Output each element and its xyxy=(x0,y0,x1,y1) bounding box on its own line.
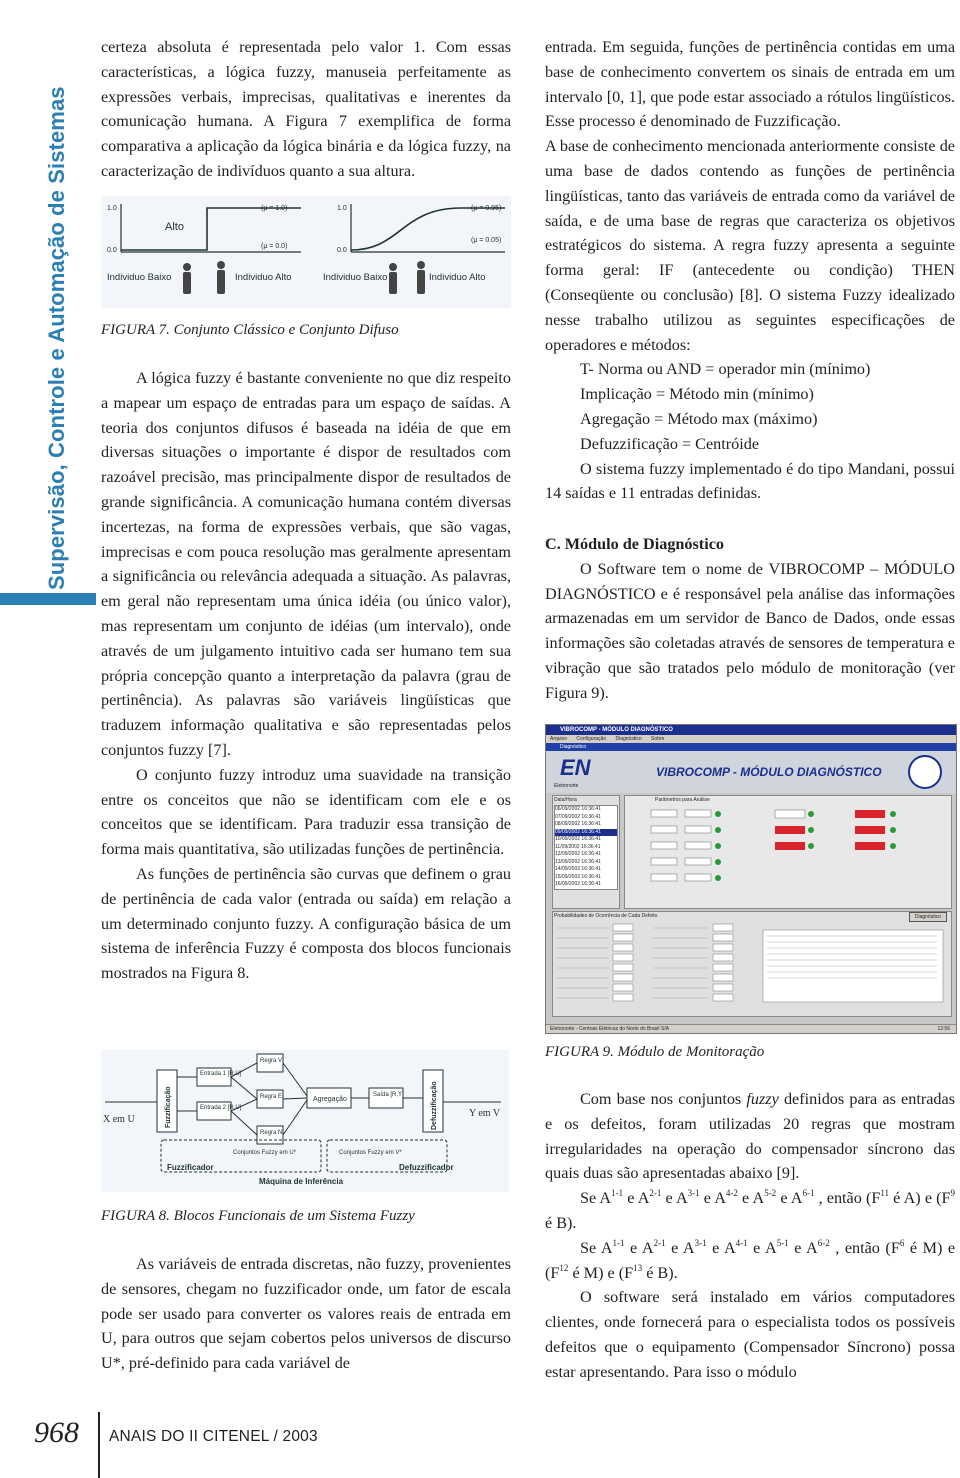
left-column-end xyxy=(101,1204,511,1229)
paragraph-r2: A base de conhecimento mencionada anteriormente consiste de uma base de dados contendo as funções de pertinência lingüísticas, tanto das variáveis de entrada como da variável de saída, e de uma base de regras que caracteriza os objetivos estratégicos do sistema. A regra fuzzy apresenta a seguinte forma geral: IF (antecedente ou condição) THEN (Conseqüente ou conclusão) [8]. O sistema Fuzzy idealizado nesse trabalho utilizou as seguintes especificações de operadores e métodos: xyxy=(545,137,955,354)
right-column-section xyxy=(545,532,955,706)
fig9-date-item[interactable]: 06/09/2002 16:36:41 xyxy=(555,806,601,812)
fig9-status-time: 12:56 xyxy=(937,1026,950,1032)
fig8-entrada2: Entrada 2 [R,U] xyxy=(200,1105,242,1111)
fig8-conj-v: Conjuntos Fuzzy em V* xyxy=(339,1150,402,1156)
fig9-date-item[interactable]: 14/09/2002 16:36:41 xyxy=(555,866,601,872)
left-column xyxy=(101,35,511,184)
fig8-fuzzificador: Fuzzificador xyxy=(167,1163,214,1172)
paragraph-r5-b: definidos para as entradas e os defeitos, foram utilizadas 20 regras que mostram irregularidades na operação do compensador síncrono das quais duas são apresentadas abaixo [9]. xyxy=(545,1090,955,1183)
fig9-results-panel xyxy=(552,911,952,1017)
left-column-body xyxy=(101,366,511,986)
sidebar xyxy=(0,0,80,1478)
fig9-results-title: Probabilidades de Ocorrência de Cada Defeito xyxy=(554,913,658,919)
fig9-date-item[interactable]: 15/09/2002 16:36:41 xyxy=(555,873,601,880)
paragraph-r5-fuzzy: fuzzy xyxy=(746,1090,779,1108)
figure-9 xyxy=(545,724,957,1034)
section-heading: C. Módulo de Diagnóstico xyxy=(545,535,724,553)
fig9-menu-arquivo[interactable]: Arquivo xyxy=(550,736,567,742)
figure-8 xyxy=(101,1050,509,1192)
figure-9-caption: FIGURA 9. Módulo de Monitoração xyxy=(545,1044,765,1060)
operator-3: Agregação = Método max (máximo) xyxy=(580,409,818,428)
fig9-panel-a-title: Data/Hora xyxy=(554,797,577,803)
operator-4: Defuzzificação = Centróide xyxy=(580,434,760,453)
fig7-zero-left: 0.0 xyxy=(107,247,117,254)
fig7-one-left: 1.0 xyxy=(107,205,117,212)
fig9-menubar xyxy=(546,735,956,743)
left-column-last xyxy=(101,1252,511,1376)
fig9-logo: EN xyxy=(560,755,591,780)
fig7-one-right: 1.0 xyxy=(337,205,347,212)
section-title: Supervisão, Controle e Automação de Sistemas xyxy=(44,86,69,590)
fig9-date-item[interactable]: 09/09/2002 16:36:41 xyxy=(555,829,617,837)
fig8-conj-u: Conjuntos Fuzzy em U* xyxy=(233,1150,297,1156)
fig9-menu-sobre[interactable]: Sobre xyxy=(651,736,665,742)
fig7-mu0: (μ = 0.0) xyxy=(261,243,288,250)
right-column xyxy=(545,35,955,506)
fig9-date-item[interactable]: 12/09/2002 16:36:41 xyxy=(555,851,601,857)
fig8-defuzzificacao: Defuzzificação xyxy=(431,1081,438,1130)
figure-8-drawing xyxy=(101,1050,509,1192)
footer-divider xyxy=(98,1412,100,1478)
fig8-y-em-v: Y em V xyxy=(469,1108,501,1119)
right-column-rules xyxy=(545,1087,955,1385)
figure-7-drawing xyxy=(101,196,511,308)
paragraph-r5 xyxy=(545,1087,955,1186)
paragraph-5: As variáveis de entrada discretas, não fuzzy, provenientes de sensores, chegam no fuzzificador onde, um fator de escala pode ser usado para converter os valores reais de entrada em U, para outros que sejam cobertos pelos universos de discurso U*, pré-definido para cada variável de xyxy=(101,1255,511,1373)
fig8-entrada1: Entrada 1 [R,U] xyxy=(200,1071,242,1077)
fig9-date-item[interactable]: 16/09/2002 16:36:41 xyxy=(555,881,601,887)
fig8-defuzzificador: Defuzzificador xyxy=(399,1163,454,1172)
fig9-params-panel xyxy=(624,795,952,909)
rule-2: Se $A^{1-1}$ e $A^{2-1}$ e $A^{3-1}$ e $A^{4-1}$ e $A^{5-1}$ e $A^{6-2}$ , então ($F^6$ é M) e ($F^{12}$ é M) e ($F^{13}$ é B). xyxy=(545,1237,956,1282)
fig7-zero-right: 0.0 xyxy=(337,247,347,254)
paragraph-r1: entrada. Em seguida, funções de pertinência contidas em uma base de conhecimento convertem os sinais de entrada em um intervalo [0, 1], que pode estar associado a rótulos lingüísticos. Esse processo é denominado de Fuzzificação. xyxy=(545,38,955,131)
fig7-mu1: (μ = 1.0) xyxy=(261,205,288,212)
operator-1: T- Norma ou AND = operador min (mínimo) xyxy=(580,360,871,379)
fig7-ind-alto-1: Individuo Alto xyxy=(235,272,292,283)
fig9-titlebar: VIBROCOMP - MÓDULO DIAGNÓSTICO xyxy=(546,725,956,735)
paragraph-r5-a: Com base nos conjuntos xyxy=(580,1090,747,1108)
paragraph-1: certeza absoluta é representada pelo valor 1. Com essas características, a lógica fuzzy, manuseia perfeitamente as expressões verbais, imprecisas, qualitativas e inerentes da comunicação humana. A Figura 7 exemplifica de forma comparativa a aplicação da lógica binária e da lógica fuzzy, na caracterização de indivíduos quanto a sua altura. xyxy=(101,38,511,180)
fig9-date-item[interactable]: 11/09/2002 16:36:41 xyxy=(555,843,601,850)
page-number: 968 xyxy=(34,1416,79,1449)
journal-name: ANAIS DO II CITENEL / 2003 xyxy=(109,1428,318,1445)
fig7-mu95: (μ = 0.95) xyxy=(471,205,502,212)
fig9-date-item[interactable]: 13/09/2002 16:36:41 xyxy=(555,858,601,865)
operator-2: Implicação = Método min (mínimo) xyxy=(580,385,814,404)
fig9-menu-diag[interactable]: Diagnóstico xyxy=(615,736,642,742)
fig8-x-em-u: X em U xyxy=(103,1114,135,1125)
figure-7 xyxy=(101,196,511,308)
figure-8-caption: FIGURA 8. Blocos Funcionais de um Sistema Fuzzy xyxy=(101,1208,415,1224)
fig8-regra-e: Regra E xyxy=(260,1094,283,1100)
paragraph-3: O conjunto fuzzy introduz uma suavidade na transição entre os conceitos que não se identificam com ele e os conceitos que se identificam. Para traduzir essa transição de forma mais quantitativa, são utilizadas funções de pertinência. xyxy=(101,765,511,859)
figure-7-caption: FIGURA 7. Conjunto Clássico e Conjunto Difuso xyxy=(101,322,399,338)
fig8-fuzzificacao: Fuzzificação xyxy=(165,1086,172,1128)
fig9-indicators xyxy=(625,804,951,904)
paragraph-r4: O Software tem o nome de VIBROCOMP – MÓDULO DIAGNÓSTICO e é responsável pela análise das informações armazenadas em um servidor de Banco de Dados, onde essas informações são coletadas através de sensores de temperatura e vibração que são tratados pelo módulo de monitoração (ver Figura 9). xyxy=(545,559,955,702)
fig9-dates-panel xyxy=(552,795,620,909)
fig9-date-item[interactable]: 08/09/2002 16:36:41 xyxy=(555,821,601,827)
fig9-results-grid xyxy=(553,920,951,1010)
fig9-diagnostico-button[interactable]: Diagnóstico xyxy=(909,912,947,922)
fig9-statusbar xyxy=(546,1024,957,1033)
fig9-date-item[interactable]: 07/09/2002 16:36:41 xyxy=(555,813,601,820)
fig9-panel-b-title: Parâmetros para Análise xyxy=(655,797,710,803)
fig7-alto-label: Alto xyxy=(165,221,184,233)
fig8-maquina: Máquina de Inferência xyxy=(259,1177,344,1186)
fig8-regra-v: Regra V xyxy=(260,1058,283,1064)
fig9-date-list[interactable] xyxy=(554,805,618,890)
fig8-agregacao: Agregação xyxy=(313,1096,347,1103)
fig7-ind-baixo-1: Individuo Baixo xyxy=(107,272,172,283)
fig9-banner xyxy=(546,751,956,793)
paragraph-2: A lógica fuzzy é bastante conveniente no que diz respeito a mapear um espaço de entradas para um espaço de saídas. A teoria dos conjuntos difusos é baseada na idéia de que em diversas situações o importante é dispor de resultados com razoável precisão, mas principalmente dispor de resultados de grande significância. A comunicação humana contém diversas incertezas, na forma de expressões verbais, que são vagas, imprecisas e com pouca resolução mas geralmente apresentam a significância ou relevância adequada a situação. As palavras, em geral não representam uma única idéia (ou único valor), mas representam um conjunto de idéias (um intervalo), onde através de um julgamento intuitivo cada ser humano tem sua própria concepção quanto a interpretação da palavra (grau de pertinência). As palavras são variáveis lingüísticas que traduzem informação qualitativa e são representadas pelos conjuntos fuzzy [7]. xyxy=(101,369,511,759)
fig9-logo-sub: Eletronorte xyxy=(554,783,579,789)
right-column-caption xyxy=(545,1040,955,1065)
fig7-ind-baixo-2: Individuo Baixo xyxy=(323,272,388,283)
fig9-menu-config[interactable]: Configuração xyxy=(576,736,607,742)
fig8-regra-n: Regra N xyxy=(260,1130,283,1136)
fig7-mu05: (μ = 0.05) xyxy=(471,237,502,244)
fig7-ind-alto-2: Individuo Alto xyxy=(429,272,486,283)
paragraph-r8: O software será instalado em vários computadores clientes, onde fornecerá para o especialista todos os possíveis defeitos que o equipamento (Compensador Síncrono) possa estar apresentando. Para isso o módulo xyxy=(545,1288,955,1381)
rule-1: Se $A^{1-1}$ e $A^{2-1}$ e $A^{3-1}$ e $A^{4-2}$ e $A^{5-2}$ e $A^{6-1}$ , então ($F^{11}$ é A) e ($F^9$ é B). xyxy=(545,1188,956,1232)
paragraph-r3: O sistema fuzzy implementado é do tipo Mandani, possui 14 saídas e 11 entradas definidas. xyxy=(545,459,955,503)
fig9-banner-title: VIBROCOMP - MÓDULO DIAGNÓSTICO xyxy=(656,765,882,779)
fig9-subwin-title: Diagnóstico xyxy=(546,743,956,751)
fig9-date-item[interactable]: 10/09/2002 16:36:41 xyxy=(555,836,601,842)
left-column-lower xyxy=(101,318,511,343)
paragraph-4: As funções de pertinência são curvas que definem o grau de pertinência de cada valor (entrada ou saída) em relação a um determinado conjunto fuzzy. A configuração básica de um sistema de inferência Fuzzy é composta dos blocos funcionais mostrados na Figura 8. xyxy=(101,864,511,983)
fig9-corner-logo xyxy=(908,755,942,789)
fig8-saida: Saída [R,Y] xyxy=(373,1092,404,1098)
fig9-status-text: Eletronorte - Centrais Elétricas do Norte do Brasil S/A xyxy=(550,1026,669,1032)
section-bar xyxy=(0,593,96,605)
